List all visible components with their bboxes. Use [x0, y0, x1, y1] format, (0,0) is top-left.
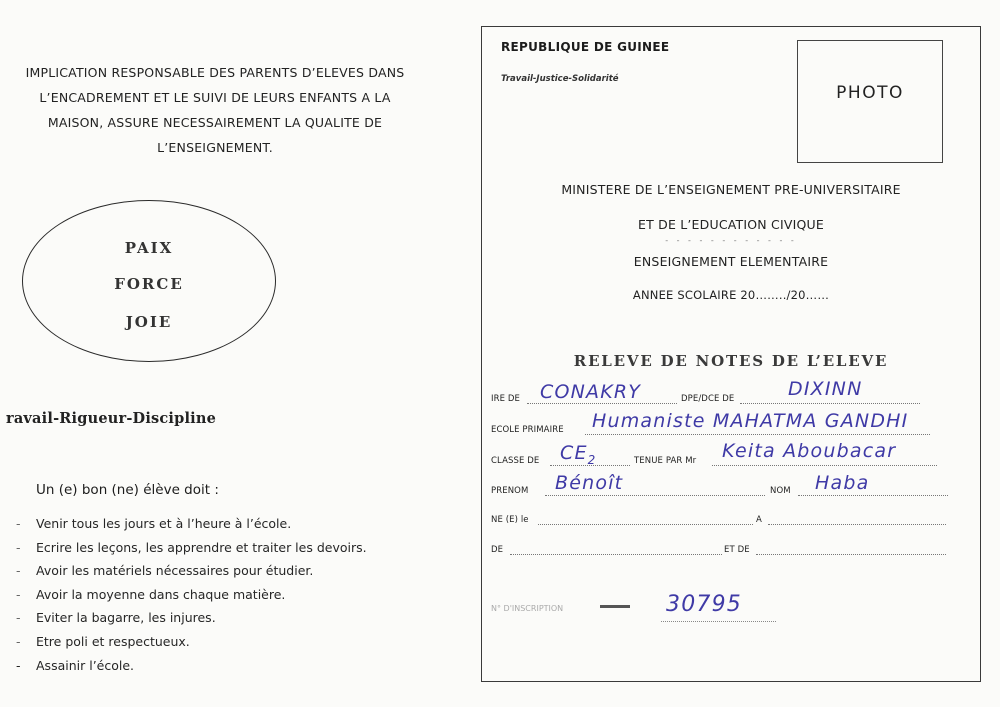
class-subscript: 2: [587, 452, 597, 467]
birth-place-label: A: [756, 515, 762, 525]
rule-item: [16, 606, 367, 630]
ire-value: CONAKRY: [540, 381, 642, 403]
birth-place-line: [768, 524, 946, 525]
dash-icon: -: [16, 563, 21, 579]
name-label: NOM: [770, 486, 791, 496]
dash-icon: -: [16, 633, 21, 649]
teacher-value: Keita Aboubacar: [722, 440, 897, 462]
firstname-value: Bénoît: [555, 472, 624, 494]
rule-item: [16, 654, 367, 678]
motto-word: FORCE: [114, 275, 184, 293]
good-pupil-title: Un (e) bon (ne) élève doit :: [36, 482, 219, 498]
rule-text: Avoir les matériels nécessaires pour étudier.: [36, 563, 314, 579]
rule-text: Eviter la bagarre, les injures.: [36, 610, 216, 626]
father-line: [510, 554, 722, 555]
birth-date-label: NE (E) le: [491, 515, 529, 525]
rule-item: [16, 583, 367, 607]
school-line: [585, 434, 930, 435]
dash-icon: -: [16, 539, 21, 555]
registration-value: 30795: [666, 592, 742, 617]
dpe-value: DIXINN: [788, 378, 863, 400]
name-line: [798, 495, 948, 496]
left-heading: [0, 60, 430, 160]
father-label: DE: [491, 545, 504, 555]
primary-education-title: ENSEIGNEMENT ELEMENTAIRE: [633, 254, 829, 269]
rule-item: [16, 512, 367, 536]
rule-item: [16, 559, 367, 583]
report-card-title: RELEVE DE NOTES DE L’ELEVE: [573, 352, 889, 370]
left-heading-line: L’ENCADREMENT ET LE SUIVI DE LEURS ENFANTS A LA: [39, 90, 391, 105]
class-label: CLASSE DE: [491, 456, 540, 466]
national-devise: Travail-Justice-Solidarité: [501, 74, 619, 84]
rule-text: Assainir l’école.: [36, 657, 135, 673]
teacher-line: [712, 465, 937, 466]
ire-line: [527, 403, 677, 404]
class-value: [560, 442, 597, 467]
dash-icon: -: [16, 516, 21, 531]
rules-list: [16, 512, 367, 677]
rule-item: [16, 630, 367, 654]
left-heading-line: L’ENSEIGNEMENT.: [157, 140, 273, 155]
class-level: CE: [560, 442, 588, 464]
left-heading-line: IMPLICATION RESPONSABLE DES PARENTS D’ELEVES DANS: [25, 65, 405, 80]
teacher-label: TENUE PAR Mr: [634, 456, 697, 466]
birth-date-line: [538, 524, 753, 525]
school-value: Humaniste MAHATMA GANDHI: [592, 410, 909, 432]
separator: - - - - - - - - - - - -: [665, 236, 797, 245]
motto-word: JOIE: [125, 313, 173, 331]
photo-box: [797, 40, 943, 163]
dash-icon: -: [16, 657, 21, 673]
dash-icon: -: [16, 586, 21, 602]
rule-text: Etre poli et respectueux.: [36, 633, 190, 649]
rule-item: [16, 536, 367, 560]
civic-title: ET DE L’EDUCATION CIVIQUE: [638, 217, 824, 232]
left-heading-line: MAISON, ASSURE NECESSAIREMENT LA QUALITE DE: [47, 115, 383, 130]
firstname-line: [545, 495, 765, 496]
school-label: ECOLE PRIMAIRE: [491, 425, 564, 435]
dash-icon: -: [16, 610, 21, 626]
dpe-line: [740, 403, 920, 404]
ministry-title: MINISTERE DE L’ENSEIGNEMENT PRE-UNIVERSITAIRE: [561, 182, 901, 197]
ire-label: IRE DE: [491, 394, 521, 404]
rule-text: Venir tous les jours et à l’heure à l’école.: [36, 516, 292, 531]
photo-label: PHOTO: [836, 83, 904, 103]
republic-title: REPUBLIQUE DE GUINEE: [501, 40, 670, 54]
motto-word: PAIX: [124, 239, 174, 257]
registration-label: N° D'INSCRIPTION: [491, 604, 564, 613]
firstname-label: PRENOM: [491, 486, 529, 496]
name-value: Haba: [815, 472, 870, 494]
rule-text: Avoir la moyenne dans chaque matière.: [36, 586, 286, 602]
motto-stamp: [22, 200, 276, 362]
ink-smudge: [600, 605, 630, 608]
school-year: ANNEE SCOLAIRE 20……../20……: [632, 288, 830, 302]
dpe-label: DPE/DCE DE: [681, 394, 735, 404]
mother-label: ET DE: [724, 545, 750, 555]
mother-line: [756, 554, 946, 555]
discipline-motto: ravail-Rigueur-Discipline: [6, 410, 217, 427]
rule-text: Ecrire les leçons, les apprendre et traiter les devoirs.: [36, 539, 367, 555]
